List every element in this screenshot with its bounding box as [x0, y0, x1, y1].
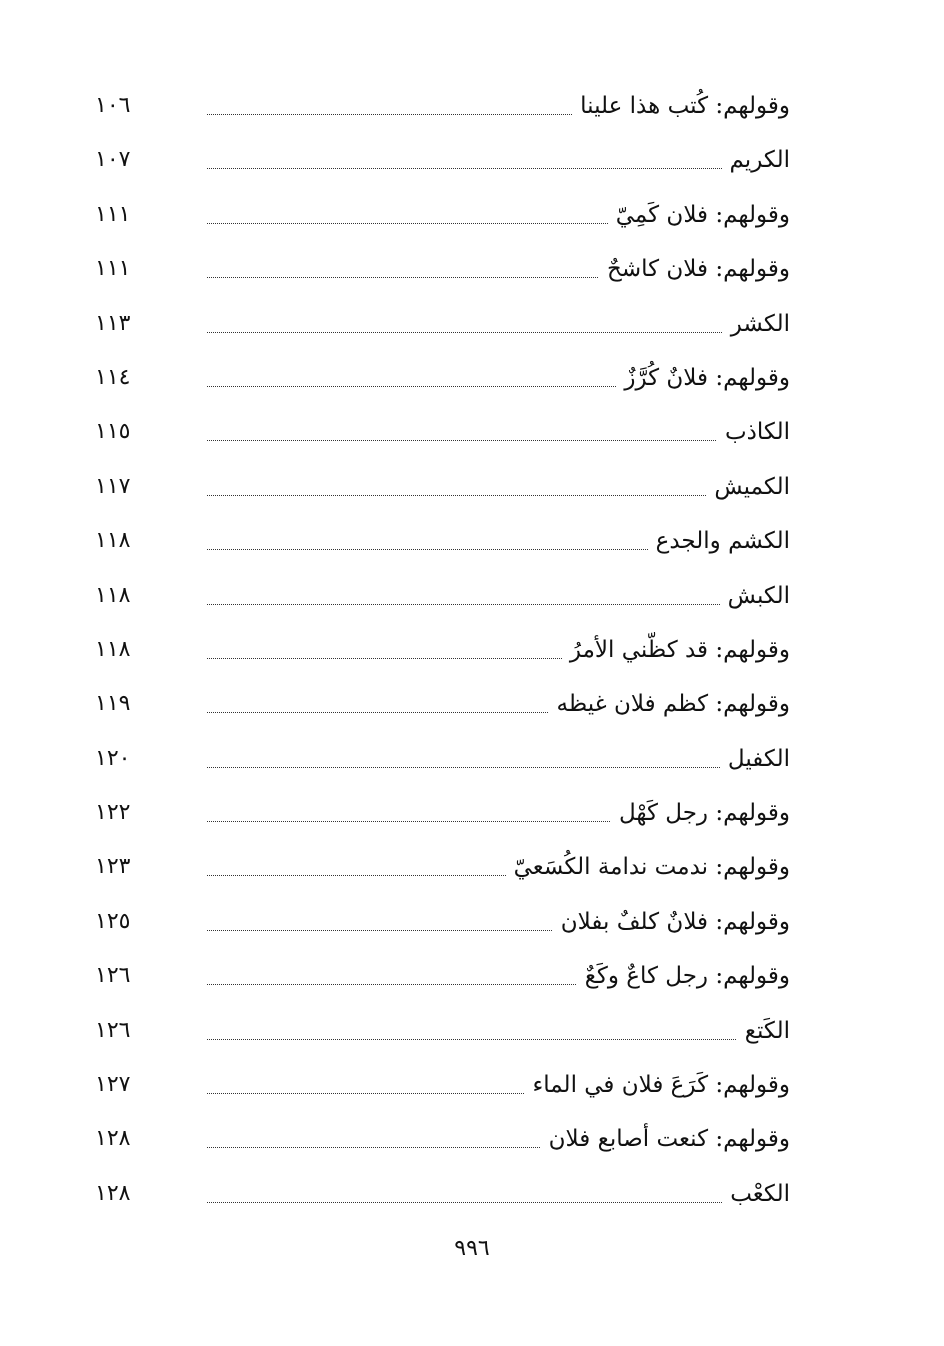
toc-entry-page: ١٠٧	[95, 147, 131, 173]
toc-entry-title: الكفيل	[720, 739, 790, 779]
toc-entry	[95, 570, 790, 624]
toc-entry-page: ١١٨	[95, 636, 131, 662]
toc-entry-page: ١٢٣	[95, 854, 131, 880]
toc-entry-title: وقولهم: فلان كاشحٌ	[599, 249, 790, 289]
toc-entry-page: ١١٤	[95, 364, 131, 390]
toc-entry	[95, 243, 790, 297]
dot-leader	[207, 604, 790, 605]
toc-entry-page: ١١٥	[95, 419, 131, 445]
toc-entry	[95, 134, 790, 188]
toc-entry-title: وقولهم: رجل كَهْل	[611, 793, 790, 833]
toc-entry	[95, 1113, 790, 1167]
dot-leader	[207, 440, 790, 441]
toc-entry-title: الكشر	[723, 304, 790, 344]
toc-entry	[95, 841, 790, 895]
toc-entry	[95, 787, 790, 841]
toc-entry-title: الكَتع	[737, 1011, 790, 1051]
toc-entry-page: ١٢٥	[95, 908, 131, 934]
toc-entry-title: وقولهم: كنعت أصابع فلان	[541, 1119, 790, 1159]
toc-entry	[95, 352, 790, 406]
toc-entry-title: الكريم	[722, 140, 791, 180]
toc-entry-title: الكعْب	[722, 1174, 790, 1214]
dot-leader	[207, 1039, 790, 1040]
toc-entry-title: وقولهم: ندمت ندامة الكُسَعيّ	[506, 847, 790, 887]
toc-entry-page: ١١٨	[95, 582, 131, 608]
toc-entry-page: ١٢٨	[95, 1126, 131, 1152]
toc-entry-title: الكبش	[720, 576, 790, 616]
table-of-contents	[95, 80, 790, 1222]
toc-entry-title: وقولهم: قد كظّني الأمرُ	[562, 630, 790, 670]
toc-entry-page: ١٢٢	[95, 800, 131, 826]
toc-entry-title: وقولهم: كَرَعَ فلان في الماء	[524, 1065, 790, 1105]
toc-entry-page: ١١٩	[95, 691, 131, 717]
toc-entry	[95, 1168, 790, 1222]
toc-entry	[95, 298, 790, 352]
toc-entry	[95, 733, 790, 787]
toc-entry	[95, 189, 790, 243]
dot-leader	[207, 495, 790, 496]
toc-entry-title: الكاذب	[717, 412, 790, 452]
toc-entry	[95, 950, 790, 1004]
dot-leader	[207, 767, 790, 768]
dot-leader	[207, 332, 790, 333]
toc-entry-title: الكميش	[706, 467, 790, 507]
toc-entry-title: وقولهم: فلانٌ كُرَّزٌ	[616, 358, 790, 398]
toc-entry-page: ١٠٦	[95, 93, 131, 118]
toc-entry-title: وقولهم: فلانٌ كلفٌ بفلان	[553, 902, 790, 942]
toc-entry-title: الكشم والجدع	[648, 521, 790, 561]
dot-leader	[207, 1202, 790, 1203]
page-number: ٩٩٦	[454, 1236, 490, 1261]
toc-entry	[95, 1059, 790, 1113]
toc-entry-page: ١٢٦	[95, 1017, 131, 1043]
toc-entry	[95, 624, 790, 678]
toc-entry-title: وقولهم: كظم فلان غيظه	[549, 684, 790, 724]
toc-entry	[95, 515, 790, 569]
toc-entry-page: ١٢٧	[95, 1072, 131, 1098]
toc-entry	[95, 896, 790, 950]
toc-entry	[95, 678, 790, 732]
toc-entry	[95, 406, 790, 460]
toc-entry	[95, 461, 790, 515]
toc-entry-page: ١١٣	[95, 310, 131, 336]
toc-entry-title: وقولهم: فلان كَمِيّ	[608, 195, 790, 235]
toc-entry-page: ١١٧	[95, 473, 131, 499]
toc-entry-page: ١١٨	[95, 528, 131, 554]
dot-leader	[207, 168, 790, 169]
toc-entry-page: ١٢٠	[95, 745, 131, 771]
toc-entry-page: ١٢٨	[95, 1180, 131, 1206]
toc-entry-title: وقولهم: كُتب هذا علينا	[572, 86, 790, 126]
toc-entry	[95, 80, 790, 134]
toc-entry-page: ١١١	[95, 256, 131, 282]
toc-entry-page: ١٢٦	[95, 963, 131, 989]
toc-entry	[95, 1005, 790, 1059]
toc-entry-title: وقولهم: رجل كاعٌ وكَعٌ	[577, 956, 790, 996]
toc-entry-page: ١١١	[95, 201, 131, 227]
